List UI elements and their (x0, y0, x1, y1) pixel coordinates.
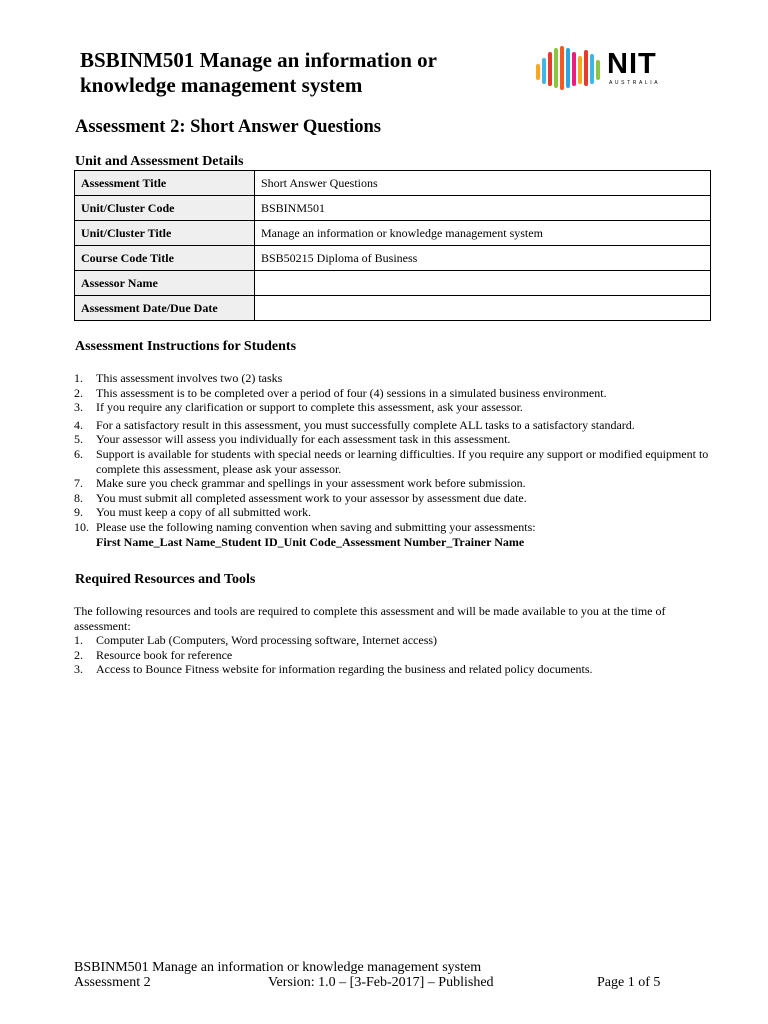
table-row (75, 246, 711, 271)
list-item (74, 386, 714, 401)
list-item (74, 476, 714, 491)
row-label: Assessment Title (75, 171, 255, 196)
logo-stripes-icon (534, 44, 604, 94)
item-number: 8. (74, 490, 83, 505)
item-number: 10. (74, 519, 89, 534)
logo-wordmark: NIT (607, 48, 657, 80)
naming-convention-text: First Name_Last Name_Student ID_Unit Code_Assessment Number_Trainer Name (96, 534, 525, 549)
page-footer (74, 960, 674, 990)
row-value: Short Answer Questions (255, 171, 711, 196)
row-value: Manage an information or knowledge management system (255, 221, 711, 246)
footer-version: Version: 1.0 – [3-Feb-2017] – Published (268, 975, 494, 990)
row-label: Course Code Title (75, 246, 255, 271)
item-text: Please use the following naming convention when saving and submitting your assessments: (96, 519, 536, 534)
item-number: 6. (74, 446, 83, 461)
item-number: 1. (74, 633, 83, 647)
resources-intro: The following resources and tools are required to complete this assessment and will be made available to you at the time of assessment: (74, 604, 666, 633)
item-number: 7. (74, 476, 83, 491)
row-label: Unit/Cluster Code (75, 196, 255, 221)
item-number: 9. (74, 505, 83, 520)
item-number: 2. (74, 647, 83, 662)
assessment-heading: Assessment 2: Short Answer Questions (75, 117, 381, 137)
list-item (74, 520, 714, 535)
details-heading: Unit and Assessment Details (75, 154, 244, 169)
list-item (74, 447, 714, 476)
item-number: 5. (74, 432, 83, 447)
item-text: You must submit all completed assessment work to your assessor by assessment due date. (96, 490, 527, 505)
item-text: Your assessor will assess you individually for each assessment task in this assessment. (96, 432, 511, 447)
resources-list (74, 633, 714, 677)
row-label: Assessment Date/Due Date (75, 296, 255, 321)
item-number: 3. (74, 662, 83, 677)
nit-logo (534, 44, 679, 94)
item-text: Resource book for reference (96, 647, 233, 662)
item-number: 2. (74, 385, 83, 400)
footer-assessment: Assessment 2 (74, 975, 151, 990)
list-item (74, 633, 714, 648)
item-text: Computer Lab (Computers, Word processing software, Internet access) (96, 633, 438, 647)
list-item (74, 662, 714, 677)
list-item (74, 491, 714, 506)
list-item (74, 432, 714, 447)
item-text: Access to Bounce Fitness website for information regarding the business and related policy documents. (96, 662, 593, 677)
row-value: BSB50215 Diploma of Business (255, 246, 711, 271)
item-number: 3. (74, 400, 83, 415)
instructions-list (74, 371, 714, 549)
table-row (75, 221, 711, 246)
resources-heading: Required Resources and Tools (75, 572, 256, 587)
table-row (75, 171, 711, 196)
row-value: BSBINM501 (255, 196, 711, 221)
row-value (255, 296, 711, 321)
row-label: Unit/Cluster Title (75, 221, 255, 246)
item-text: You must keep a copy of all submitted work. (96, 505, 312, 520)
instructions-heading: Assessment Instructions for Students (75, 339, 297, 354)
item-text: This assessment is to be completed over a period of four (4) sessions in a simulated business environment. (96, 385, 607, 400)
item-text: If you require any clarification or support to complete this assessment, ask your assessor. (96, 400, 523, 415)
list-item (74, 371, 714, 386)
naming-convention (74, 535, 714, 550)
table-row (75, 296, 711, 321)
row-label: Assessor Name (75, 271, 255, 296)
table-row (75, 196, 711, 221)
item-text: For a satisfactory result in this assessment, you must successfully complete ALL tasks to a satisfactory standard. (96, 417, 635, 432)
table-row (75, 271, 711, 296)
footer-unit-title: BSBINM501 Manage an information or knowledge management system (74, 960, 482, 975)
item-text: This assessment involves two (2) tasks (96, 371, 283, 385)
list-item (74, 505, 714, 520)
item-number: 4. (74, 417, 83, 432)
footer-meta-row (74, 975, 674, 990)
item-number: 1. (74, 371, 83, 385)
list-item (74, 400, 714, 415)
item-text: Support is available for students with special needs or learning difficulties. If you require any support or modified equipment to complete this assessment, please ask your assessor. (96, 446, 709, 476)
document-title: BSBINM501 Manage an information or knowledge management system (80, 48, 437, 97)
list-item (74, 648, 714, 663)
details-table (74, 170, 711, 321)
row-value (255, 271, 711, 296)
logo-subtitle: AUSTRALIA (609, 80, 661, 86)
list-item (74, 418, 714, 433)
item-text: Make sure you check grammar and spellings in your assessment work before submission. (96, 476, 526, 491)
footer-page-number: Page 1 of 5 (597, 975, 661, 990)
